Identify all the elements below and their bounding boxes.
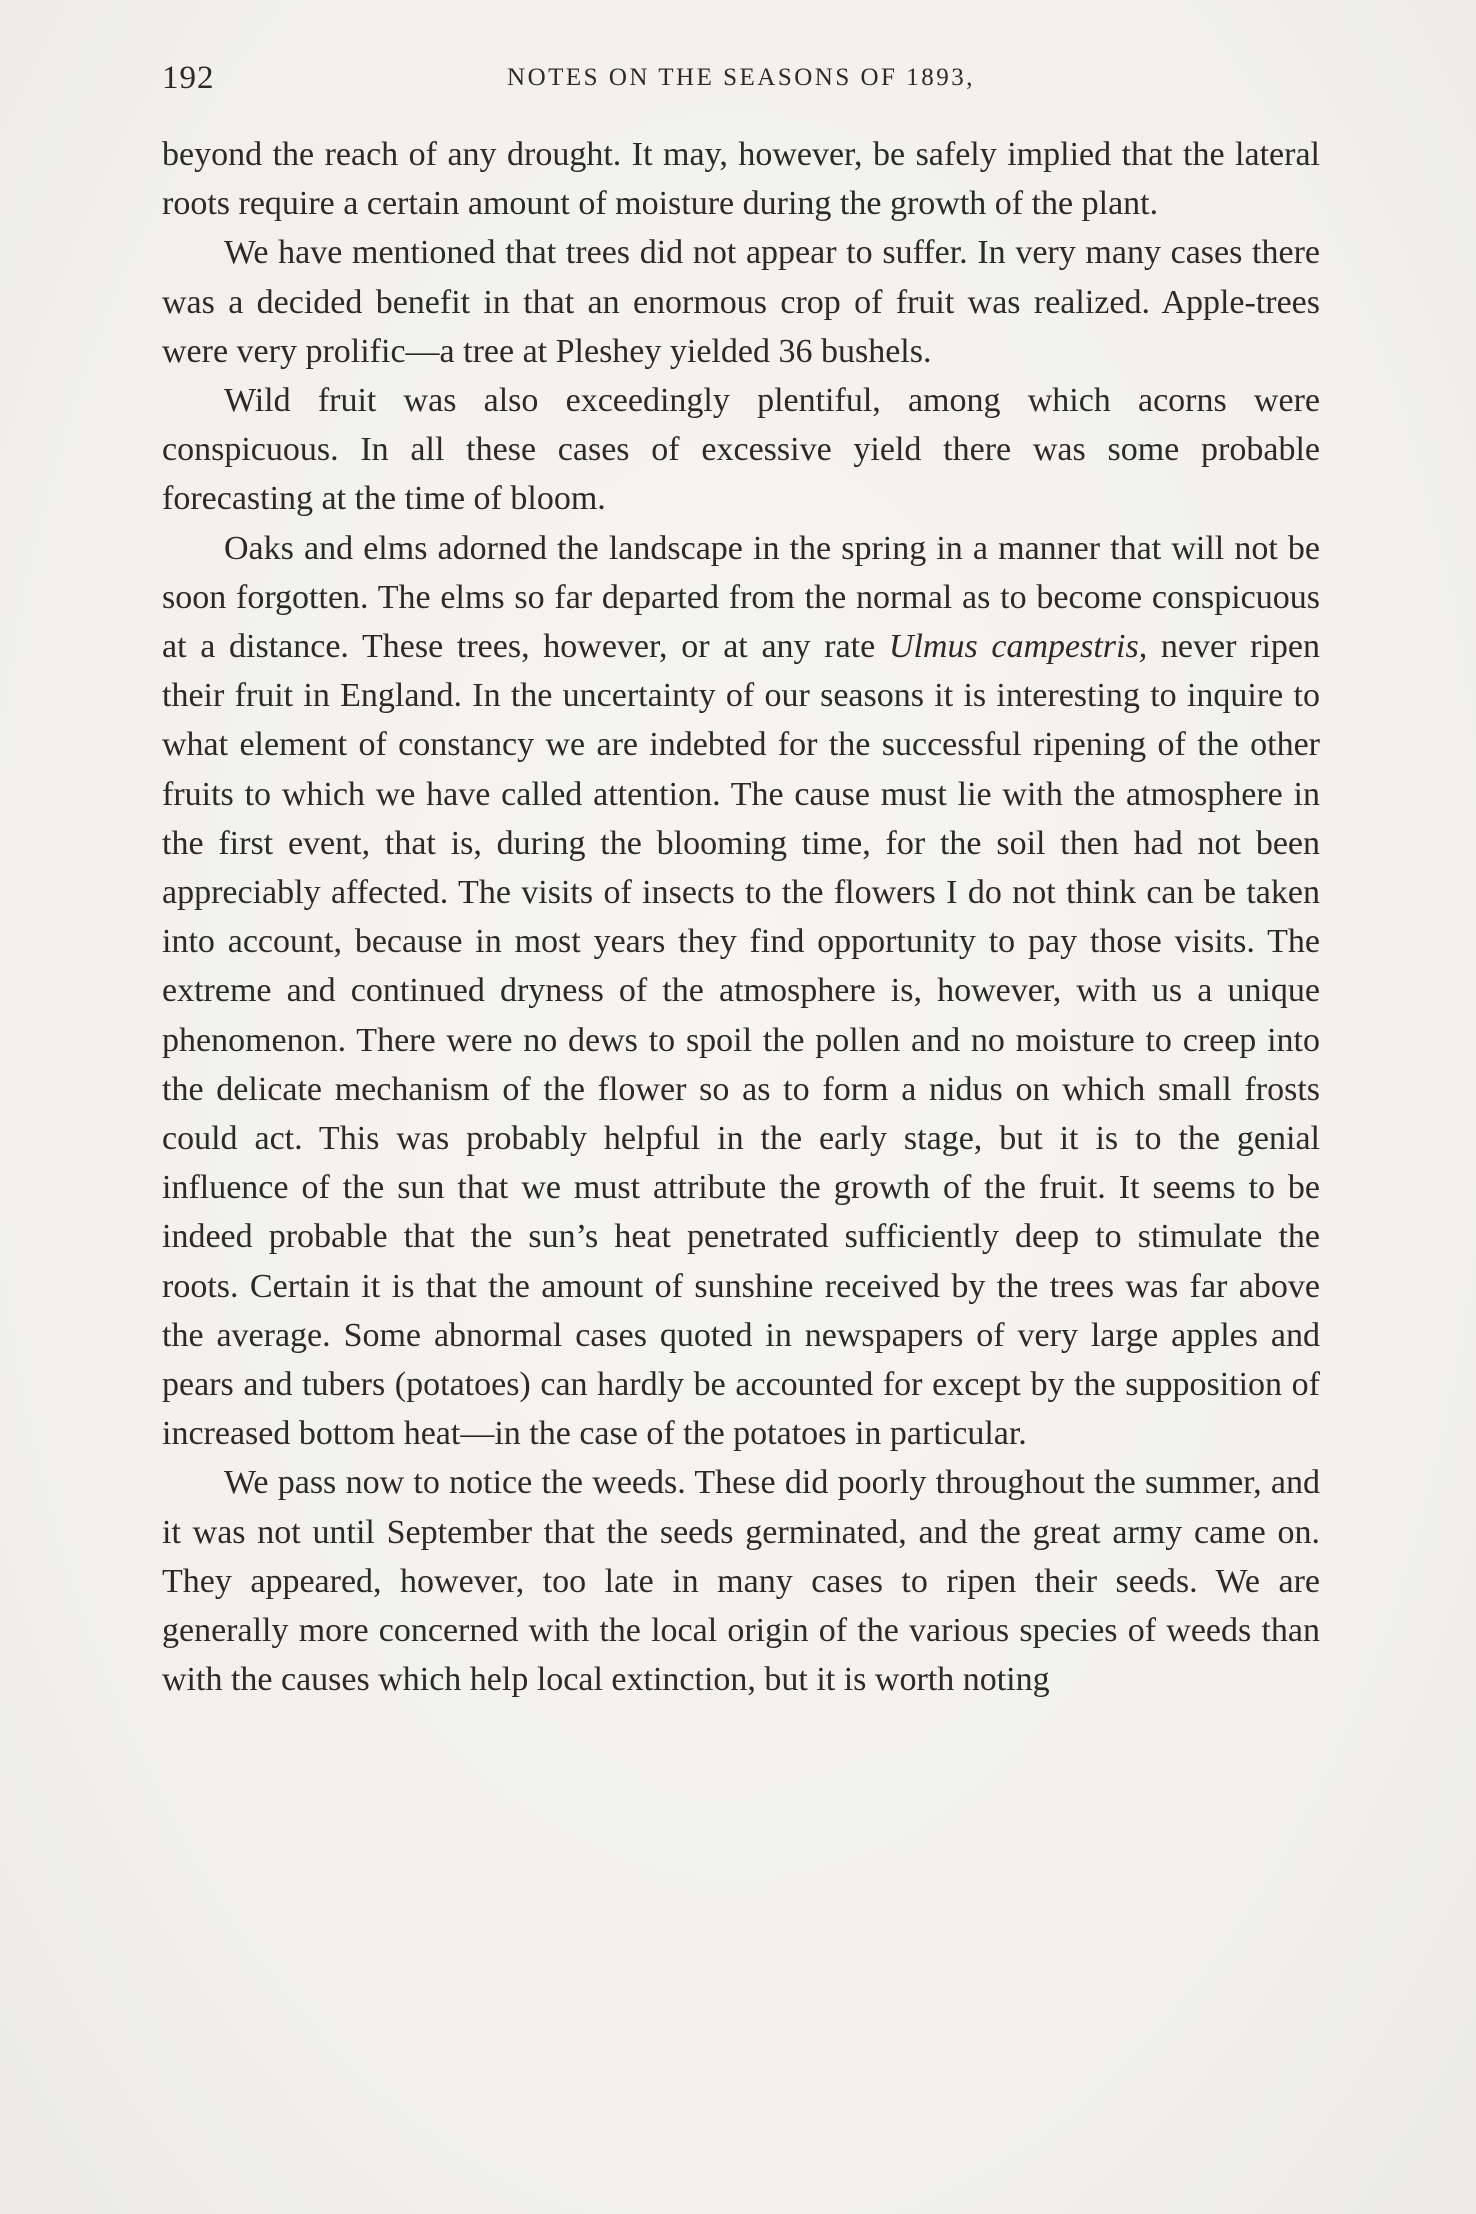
paragraph-oaks-elms-text-end: never ripen their fruit in England. In the uncertainty of our seasons it is interesting to inquire to what element of constancy we are indebted for the successful ripening of the other fruits to which we have called attention. The cause must lie with the atmosphere in the first event, that is, during the blooming time, for the soil then had not been appreciably affected. The visits of insects to the flowers I do not think can be taken into account, because in most years they find opportunity to pay those visits. The extreme and continued dryness of the atmosphere is, however, with us a unique phenomenon. There were no dews to spoil the pollen and no moisture to creep into the delicate mechanism of the flower so as to form a nidus on which small frosts could act. This was probably helpful in the early stage, but it is to the genial influence of the sun that we must attribute the growth of the fruit. It seems to be indeed probable that the sun’s heat penetrated sufficiently deep to stimulate the roots. Certain it is that the amount of sunshine received by the trees was far above the average. Some abnormal cases quoted in newspapers of very large apples and pears and tubers (potatoes) can hardly be accounted for except by the supposition of increased bottom heat—in the case of the potatoes in particular. [162,628,1320,1453]
page-header [162,60,1320,110]
paragraph-oaks-elms [162,524,1320,1459]
paragraph-weeds: We pass now to notice the weeds. These did poorly throughout the summer, and it was not until September that the seeds germinated, and the great army came on. They appeared, however, too late in many cases to ripen their seeds. We are generally more concerned with the local origin of the various species of weeds than with the causes which help local extinction, but it is worth noting [162,1464,1320,1699]
running-head: NOTES ON THE SEASONS OF 1893, [507,64,975,91]
page-number: 192 [162,60,215,96]
paragraph-trees-fruit: We have mentioned that trees did not appear to suffer. In very many cases there was a decided benefit in that an enormous crop of fruit was realized. Apple-trees were very prolific—a tree at Pleshey yielded 36 bushels. [162,234,1320,370]
body-text [162,130,1320,1705]
paragraph-wild-fruit: Wild fruit was also exceedingly plentiful, among which acorns were conspicuous. In all these cases of excessive yield there was some probable forecasting at the time of bloom. [162,382,1320,518]
paragraph-drought-continued: beyond the reach of any drought. It may, however, be safely implied that the lateral roots require a certain amount of moisture during the growth of the plant. [162,136,1320,223]
species-name-italic: Ulmus campestris, [888,628,1148,666]
paragraph-oaks-elms-text-start: Oaks and elms adorned the landscape in the spring in a manner that will not be soon forgotten. The elms so far departed from the normal as to become conspicuous at a distance. These trees, however, or at any rate [162,529,1320,666]
